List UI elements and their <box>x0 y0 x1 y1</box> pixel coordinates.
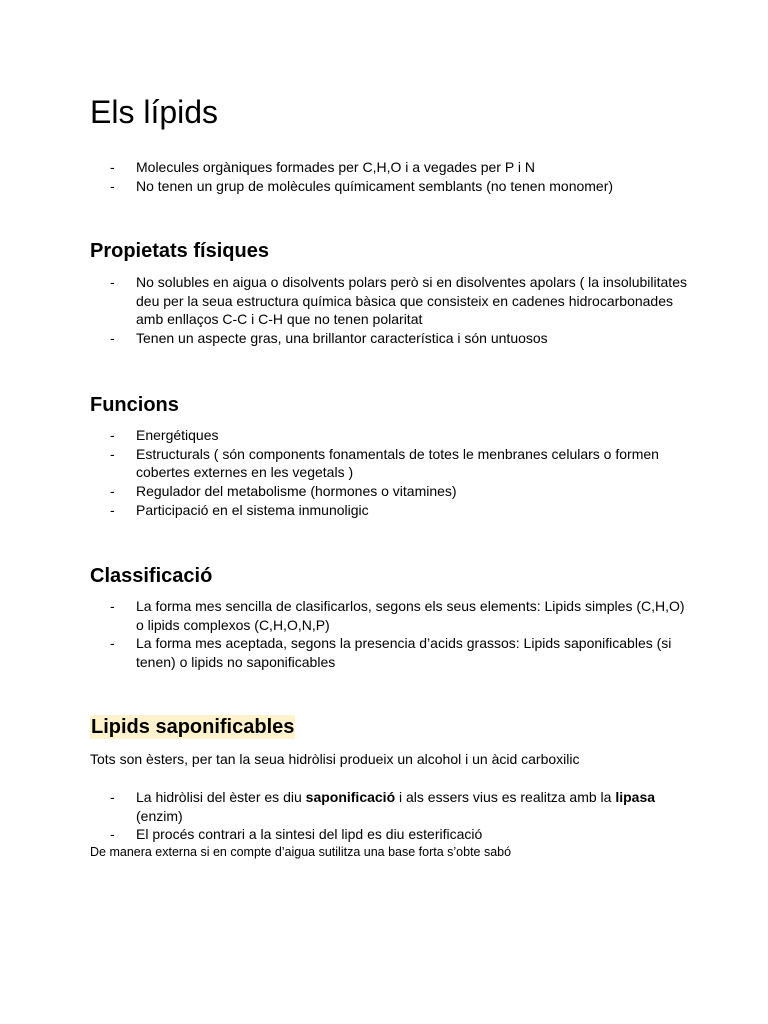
list-item <box>110 329 690 348</box>
list-item-text: Tenen un aspecte gras, una brillantor característica i són untuosos <box>136 330 548 347</box>
saponificables-note: De manera externa si en compte d’aigua sutilitza una base forta s’obte sabó <box>90 845 512 859</box>
saponificables-paragraph: Tots son èsters, per tan la seua hidròlisi produeix un alcohol i un àcid carboxilic <box>90 751 580 767</box>
list-item <box>110 788 690 825</box>
list-item-text: No tenen un grup de molècules químicament semblants (no tenen monomer) <box>136 177 614 194</box>
list-item-text: Participació en el sistema inmunoligic <box>136 501 369 518</box>
list-item <box>110 445 690 482</box>
list-item-text: Estructurals ( són components fonamentals de totes le menbranes celulars o formen cobertes externes en les vegetals ) <box>136 445 659 481</box>
list-dash: - <box>110 483 115 500</box>
list-item-text: La forma mes sencilla de clasificarlos, segons els seus elements: Lipids simples (C,H,O) o lipids complexos (C,H,O,N,P) <box>136 598 685 633</box>
bold-term-saponificacio: saponificació <box>305 789 396 805</box>
intro-list <box>110 158 690 195</box>
page-title: Els lípids <box>90 94 219 130</box>
bold-term-lipasa: lipasa <box>615 789 656 805</box>
list-item <box>110 825 690 844</box>
list-item-text: Energétiques <box>136 427 219 443</box>
funcions-list <box>110 426 690 520</box>
list-item <box>110 501 690 520</box>
text-run: i als essers vius es realitza amb la <box>395 789 616 805</box>
text-run: La hidròlisi del èster es diu <box>136 789 306 805</box>
list-dash: - <box>110 598 115 614</box>
list-item <box>110 177 690 196</box>
highlighted-heading-text: Lipids saponificables <box>91 716 295 738</box>
list-item <box>110 158 690 177</box>
list-dash: - <box>110 159 115 175</box>
list-item <box>110 597 690 634</box>
text-run: (enzim) <box>136 807 183 824</box>
list-item <box>110 634 690 671</box>
list-item <box>110 482 690 501</box>
list-dash: - <box>110 427 115 443</box>
list-item <box>110 273 690 329</box>
saponificables-list <box>110 788 690 844</box>
section-heading-propietats: Propietats físiques <box>90 240 269 262</box>
list-item-text: La forma mes aceptada, segons la presencia d’acids grassos: Lipids saponificables (si tenen) o lipids no saponificables <box>136 635 672 671</box>
list-dash: - <box>110 789 115 805</box>
list-dash: - <box>110 274 115 290</box>
list-dash: - <box>110 501 115 518</box>
list-dash: - <box>110 635 115 652</box>
list-dash: - <box>110 177 115 194</box>
section-heading-funcions: Funcions <box>90 394 179 416</box>
section-heading-saponificables <box>90 714 295 740</box>
list-item-text <box>136 789 655 824</box>
list-item-text: No solubles en aigua o disolvents polars però si en disolventes apolars ( la insolubilitates deu per la seua estructura química bàsica que consisteix en cadenes hidrocarbonades amb enllaços C-C i C-H que no tenen polaritat <box>136 274 687 328</box>
list-item-text: El procés contrari a la sintesi del lipd es diu esterificació <box>136 826 483 843</box>
section-heading-classificacio: Classificació <box>90 565 213 587</box>
classificacio-list <box>110 597 690 672</box>
list-dash: - <box>110 330 115 347</box>
list-item-text: Molecules orgàniques formades per C,H,O i a vegades per P i N <box>136 159 535 175</box>
list-item-text: Regulador del metabolisme (hormones o vitamines) <box>136 483 457 500</box>
propietats-list <box>110 273 690 348</box>
list-dash: - <box>110 445 115 462</box>
list-dash: - <box>110 826 115 843</box>
list-item <box>110 426 690 445</box>
